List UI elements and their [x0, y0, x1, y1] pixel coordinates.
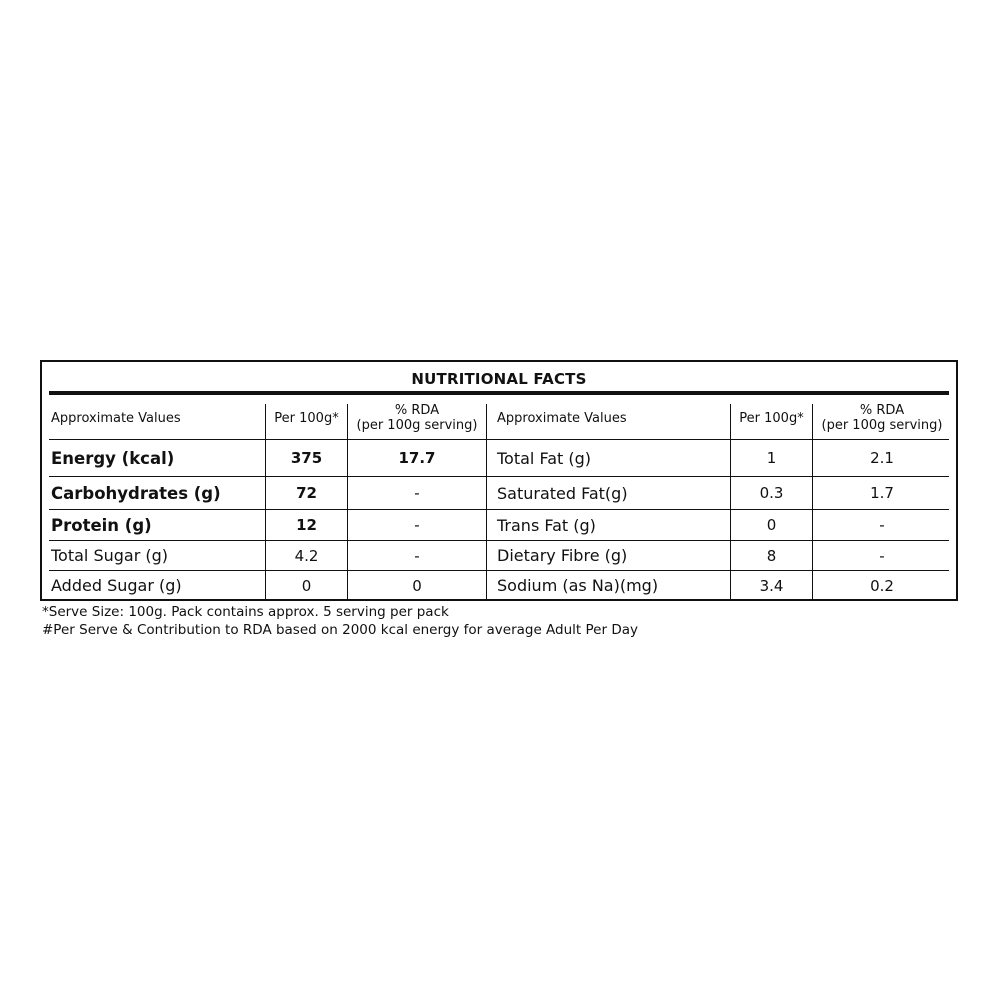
footnote-serve-size: *Serve Size: 100g. Pack contains approx. 5 serving per pack [42, 604, 449, 620]
row-label-total-fat: Total Fat (g) [497, 448, 591, 468]
row-label-protein: Protein (g) [51, 515, 152, 535]
header-rda-line1: % RDA [859, 403, 905, 418]
row-label-sodium: Sodium (as Na)(mg) [497, 576, 659, 595]
row-label-saturated-fat: Saturated Fat(g) [497, 483, 628, 503]
column-divider [486, 404, 487, 599]
row-value-protein-per100: 12 [296, 516, 317, 534]
row-value-sodium-rda: 0.2 [870, 576, 894, 595]
row-value-energy-per100: 375 [290, 449, 323, 467]
row-label-total-sugar: Total Sugar (g) [51, 546, 169, 565]
header-approximate-values: Approximate Values [497, 410, 627, 426]
nutrition-facts-panel [40, 360, 958, 601]
row-label-dietary-fibre: Dietary Fibre (g) [497, 546, 628, 565]
row-value-trans-fat-per100: 0 [766, 516, 777, 534]
row-value-energy-rda: 17.7 [398, 449, 436, 467]
header-rda-line1: % RDA [394, 403, 440, 418]
row-value-total-sugar-rda: - [414, 546, 420, 565]
row-value-saturated-fat-rda: 1.7 [870, 484, 894, 502]
footnote-rda-basis: #Per Serve & Contribution to RDA based on 2000 kcal energy for average Adult Per Day [42, 622, 638, 638]
row-value-total-fat-rda: 2.1 [870, 449, 894, 467]
row-value-sodium-per100: 3.4 [759, 576, 784, 595]
row-value-added-sugar-rda: 0 [412, 576, 422, 595]
row-value-carbohydrates-rda: - [414, 484, 420, 502]
header-rda-line2: (per 100g serving) [356, 418, 478, 433]
row-value-total-sugar-per100: 4.2 [294, 546, 319, 565]
row-value-added-sugar-per100: 0 [301, 576, 312, 595]
row-label-trans-fat: Trans Fat (g) [497, 515, 596, 535]
header-per-100g: Per 100g* [274, 410, 339, 426]
header-approximate-values: Approximate Values [51, 410, 181, 426]
row-value-trans-fat-rda: - [879, 516, 885, 534]
row-value-dietary-fibre-rda: - [879, 546, 885, 565]
row-value-dietary-fibre-per100: 8 [766, 546, 777, 565]
row-label-energy: Energy (kcal) [51, 448, 175, 468]
table-title: NUTRITIONAL FACTS [411, 370, 587, 388]
row-value-carbohydrates-per100: 72 [296, 484, 317, 502]
row-value-total-fat-per100: 1 [766, 449, 777, 467]
row-label-carbohydrates: Carbohydrates (g) [51, 483, 221, 503]
title-divider [49, 391, 949, 395]
header-per-100g: Per 100g* [739, 410, 804, 426]
row-value-saturated-fat-per100: 0.3 [759, 484, 784, 502]
row-label-added-sugar: Added Sugar (g) [51, 576, 182, 595]
header-rda-line2: (per 100g serving) [821, 418, 943, 433]
row-value-protein-rda: - [414, 516, 420, 534]
header-rda [348, 398, 486, 438]
header-rda [813, 398, 951, 438]
